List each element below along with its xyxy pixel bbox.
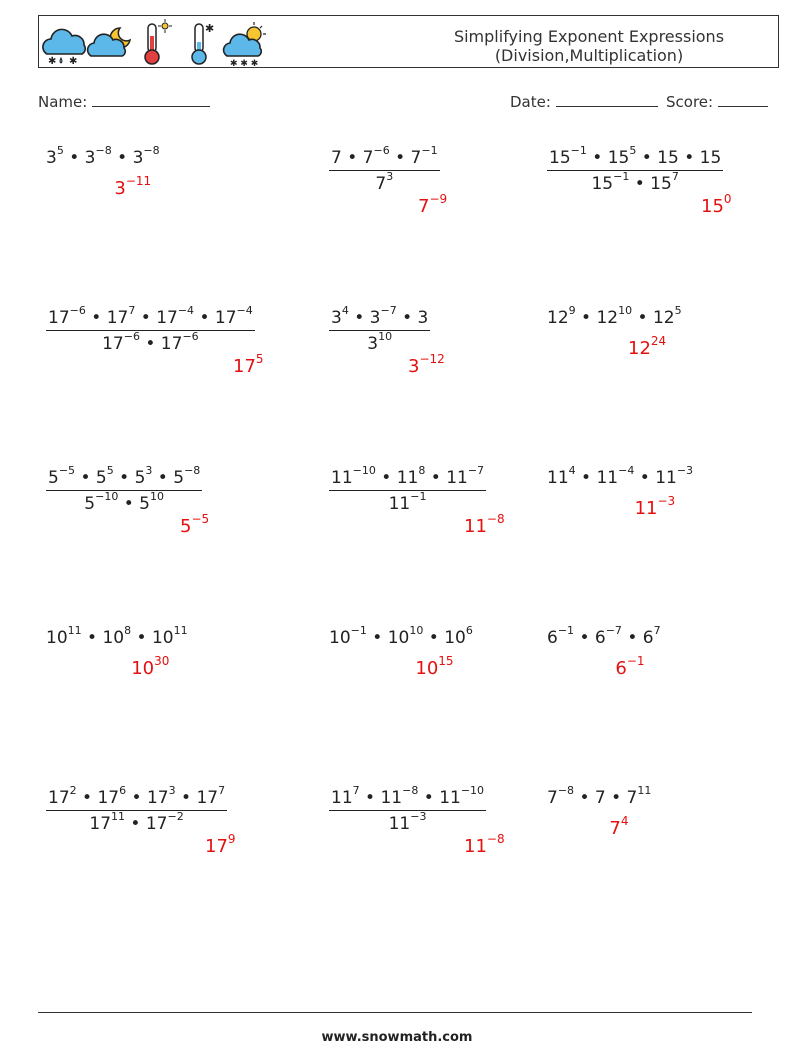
power-term: $11^{-4}$ [596, 464, 635, 488]
power-term: $6^{-1}$ [547, 624, 575, 648]
power-term: $17^{-2}$ [145, 810, 184, 834]
cold-thermometer-icon [192, 22, 214, 64]
power-term: $15^0$ [701, 192, 732, 217]
fraction [329, 464, 486, 514]
exponent: 7 [653, 624, 661, 638]
exponent: −10 [95, 490, 119, 504]
numerator: $15^{-1}$ • $15^5$ • 15 • 15 [549, 144, 722, 168]
exponent: 3 [145, 464, 153, 478]
power-term: $3^{-8}$ [132, 144, 160, 168]
power-term: $11^{-3}$ [655, 464, 694, 488]
problem-expression: $3^5$ • $3^{-8}$ • $3^{-8}$ [46, 144, 160, 168]
power-term: $5^{-10}$ [84, 490, 119, 514]
power-term: $11^{-8}$ [380, 784, 419, 808]
cloud-sun-snow-icon [224, 22, 266, 66]
svg-text:✱: ✱ [69, 56, 78, 66]
answer [415, 654, 454, 679]
problem-expression [329, 784, 486, 834]
power-term: $7^{-1}$ [410, 144, 438, 168]
exponent: −7 [467, 464, 485, 478]
power-term: $7^{11}$ [626, 784, 652, 808]
exponent: −1 [626, 654, 645, 668]
exponent: 3 [386, 170, 394, 184]
exponent: −6 [373, 144, 390, 158]
power-term: $12^{24}$ [628, 334, 667, 359]
date-blank[interactable] [556, 93, 658, 107]
fraction [46, 304, 255, 354]
problem-expression [547, 144, 723, 194]
exponent: 30 [154, 654, 170, 668]
exponent: −1 [350, 624, 367, 638]
problem-expression [46, 304, 255, 354]
exponent: 10 [150, 490, 164, 504]
exponent: −8 [486, 512, 505, 526]
exponent: 15 [438, 654, 454, 668]
exponent: −10 [352, 464, 376, 478]
answer [609, 814, 629, 839]
power-term: $17^{-6}$ [48, 304, 86, 328]
power-term: $11^4$ [547, 464, 576, 488]
answer [205, 832, 236, 857]
power-term: $5^{10}$ [139, 490, 164, 514]
exponent: 9 [227, 832, 236, 846]
problem-expression: $10^{11}$ • $10^8$ • $10^{11}$ [46, 624, 188, 648]
power-term: $7^3$ [375, 170, 394, 194]
problem-expression: $7^{-8}$ • 7 • $7^{11}$ [547, 784, 652, 808]
exponent: 6 [465, 624, 473, 638]
power-term: $5^{-5}$ [48, 464, 76, 488]
power-term: $12^9$ [547, 304, 576, 328]
power-term: $17^{-4}$ [156, 304, 195, 328]
power-term: $7^{-6}$ [362, 144, 390, 168]
problem-expression [329, 144, 440, 194]
answer [233, 352, 264, 377]
power-term: $3^{-8}$ [84, 144, 112, 168]
exponent: 11 [67, 624, 82, 638]
denominator [329, 330, 430, 354]
exponent: 7 [352, 784, 360, 798]
denominator [329, 810, 486, 834]
denominator [329, 490, 486, 514]
answer [114, 174, 152, 199]
answer [615, 654, 645, 679]
fraction [46, 784, 227, 834]
power-term: $10^{-1}$ [329, 624, 367, 648]
footer-divider [38, 1012, 752, 1013]
score-blank[interactable] [718, 93, 768, 107]
denominator [329, 170, 440, 194]
answer [131, 654, 170, 679]
problem-expression: $10^{-1}$ • $10^{10}$ • $10^6$ [329, 624, 473, 648]
power-term: $17^{11}$ [89, 810, 126, 834]
exponent: −7 [380, 304, 397, 318]
exponent: 7 [671, 170, 679, 184]
power-term: $15^7$ [650, 170, 679, 194]
exponent: −8 [143, 144, 160, 158]
power-term: $7^{-9}$ [418, 192, 448, 217]
power-term: $11^{-3}$ [388, 810, 427, 834]
answer [701, 192, 732, 217]
fraction [329, 784, 486, 834]
power-term: $10^6$ [444, 624, 473, 648]
answer [418, 192, 448, 217]
footer-site: www.snowmath.com [321, 1030, 473, 1045]
weather-icons [41, 18, 271, 66]
exponent: −2 [167, 810, 184, 824]
power-term: $5^{-5}$ [180, 512, 210, 537]
problem-expression [46, 464, 202, 514]
problem-expression [329, 304, 430, 354]
exponent: 11 [111, 810, 126, 824]
power-term: $7^4$ [609, 814, 629, 839]
exponent: 10 [378, 330, 393, 344]
date-label: Date: [510, 93, 551, 111]
numerator: $11^{-10}$ • $11^8$ • $11^{-7}$ [331, 464, 485, 488]
problem-expression: $6^{-1}$ • $6^{-7}$ • $6^7$ [547, 624, 661, 648]
worksheet-header [38, 15, 779, 68]
power-term: $12^5$ [652, 304, 682, 328]
exponent: −3 [657, 494, 676, 508]
exponent: 4 [620, 814, 629, 828]
exponent: 0 [723, 192, 732, 206]
name-blank[interactable] [92, 93, 210, 107]
power-term: $11^{-8}$ [464, 512, 505, 537]
answer [628, 334, 667, 359]
power-term: $15^5$ [607, 144, 637, 168]
exponent: −6 [123, 330, 140, 344]
numerator: $3^4$ • $3^{-7}$ • 3 [331, 304, 429, 328]
exponent: −7 [605, 624, 622, 638]
power-term: $11^7$ [331, 784, 360, 808]
denominator: $15^{-1}$ • $15^7$ [547, 170, 723, 194]
answer [464, 832, 505, 857]
exponent: −8 [184, 464, 201, 478]
name-field [38, 93, 210, 111]
worksheet-title [419, 27, 759, 65]
score-field [666, 93, 768, 111]
exponent: −6 [69, 304, 86, 318]
problem-expression: $11^4$ • $11^{-4}$ • $11^{-3}$ [547, 464, 694, 488]
numerator: $5^{-5}$ • $5^5$ • $5^3$ • $5^{-8}$ [48, 464, 201, 488]
power-term: $17^{-6}$ [160, 330, 199, 354]
power-term: $17^2$ [48, 784, 77, 808]
fraction [329, 304, 430, 354]
exponent: 10 [409, 624, 424, 638]
exponent: −12 [419, 352, 445, 366]
answer [180, 512, 210, 537]
power-term: $6^7$ [642, 624, 661, 648]
power-term: $3^{-7}$ [369, 304, 397, 328]
numerator: 7 • $7^{-6}$ • $7^{-1}$ [331, 144, 438, 168]
power-term: $17^5$ [233, 352, 264, 377]
power-term: $10^{15}$ [415, 654, 454, 679]
power-term: $7^{-8}$ [547, 784, 575, 808]
power-term: $5^{-8}$ [173, 464, 201, 488]
power-term: $17^9$ [205, 832, 236, 857]
exponent: −9 [429, 192, 448, 206]
power-term: $3^{-11}$ [114, 174, 152, 199]
problem-expression [46, 784, 227, 834]
power-term: $11^{-7}$ [446, 464, 485, 488]
numerator: $17^2$ • $17^6$ • $17^3$ • $17^7$ [48, 784, 226, 808]
fraction [547, 144, 723, 194]
power-term: $17^{-6}$ [102, 330, 140, 354]
power-term: $10^{10}$ [387, 624, 424, 648]
exponent: 5 [674, 304, 682, 318]
power-term: $10^{11}$ [151, 624, 188, 648]
exponent: −5 [191, 512, 210, 526]
exponent: 6 [119, 784, 127, 798]
exponent: −4 [236, 304, 253, 318]
title-line-2: (Division,Multiplication) [494, 46, 684, 65]
hot-thermometer-icon [145, 19, 172, 64]
power-term: $17^7$ [106, 304, 136, 328]
answer [634, 494, 676, 519]
power-term: $11^{-8}$ [464, 832, 505, 857]
numerator: $17^{-6}$ • $17^7$ • $17^{-4}$ • $17^{-4}$ [48, 304, 253, 328]
exponent: −1 [421, 144, 438, 158]
power-term: $11^{-10}$ [331, 464, 376, 488]
denominator: $17^{-6}$ • $17^{-6}$ [46, 330, 255, 354]
exponent: 5 [629, 144, 637, 158]
power-term: $17^{-4}$ [214, 304, 253, 328]
date-field [510, 93, 658, 111]
answer [408, 352, 445, 377]
power-term: $12^{10}$ [596, 304, 633, 328]
exponent: 7 [128, 304, 136, 318]
exponent: 3 [168, 784, 176, 798]
power-term: $11^{-3}$ [634, 494, 676, 519]
exponent: 10 [618, 304, 633, 318]
power-term: $10^8$ [102, 624, 132, 648]
exponent: 4 [341, 304, 349, 318]
exponent: −8 [95, 144, 112, 158]
exponent: −3 [676, 464, 694, 478]
answer [464, 512, 505, 537]
power-term: $17^7$ [196, 784, 226, 808]
exponent: −10 [460, 784, 485, 798]
exponent: 7 [218, 784, 226, 798]
exponent: −8 [557, 784, 575, 798]
power-term: $15^{-1}$ [549, 144, 587, 168]
power-term: $10^{11}$ [46, 624, 82, 648]
power-term: $6^{-7}$ [594, 624, 622, 648]
power-term: $10^{30}$ [131, 654, 170, 679]
denominator: $17^{11}$ • $17^{-2}$ [46, 810, 227, 834]
exponent: −8 [402, 784, 419, 798]
exponent: 8 [124, 624, 132, 638]
exponent: 9 [568, 304, 576, 318]
power-term: $5^3$ [134, 464, 153, 488]
exponent: −1 [410, 490, 427, 504]
exponent: −5 [58, 464, 76, 478]
fraction [329, 144, 440, 194]
exponent: −3 [410, 810, 427, 824]
exponent: −1 [613, 170, 630, 184]
numerator: $11^7$ • $11^{-8}$ • $11^{-10}$ [331, 784, 485, 808]
svg-text:✱: ✱ [205, 22, 215, 35]
exponent: 5 [255, 352, 264, 366]
denominator: $5^{-10}$ • $5^{10}$ [46, 490, 202, 514]
power-term: $11^8$ [396, 464, 426, 488]
exponent: 11 [637, 784, 652, 798]
fraction [46, 464, 202, 514]
exponent: 24 [650, 334, 667, 348]
power-term: $11^{-10}$ [439, 784, 485, 808]
exponent: −6 [182, 330, 199, 344]
exponent: 4 [568, 464, 576, 478]
exponent: 5 [56, 144, 64, 158]
exponent: 2 [69, 784, 77, 798]
score-label: Score: [666, 93, 714, 111]
exponent: −4 [618, 464, 635, 478]
power-term: $6^{-1}$ [615, 654, 645, 679]
exponent: −4 [177, 304, 195, 318]
power-term: $17^6$ [97, 784, 127, 808]
power-term: $5^5$ [95, 464, 114, 488]
exponent: 5 [106, 464, 114, 478]
exponent: −8 [486, 832, 505, 846]
power-term: $15^{-1}$ [591, 170, 630, 194]
power-term: $3^4$ [331, 304, 349, 328]
power-term: $11^{-1}$ [388, 490, 427, 514]
title-line-1: Simplifying Exponent Expressions [453, 27, 725, 46]
power-term: $17^3$ [146, 784, 176, 808]
exponent: −1 [557, 624, 575, 638]
exponent: −1 [570, 144, 587, 158]
cloud-moon-icon [88, 28, 130, 56]
exponent: −11 [125, 174, 152, 188]
power-term: $3^5$ [46, 144, 64, 168]
power-term: $3^{10}$ [367, 330, 393, 354]
exponent: 11 [173, 624, 188, 638]
power-term: $3^{-12}$ [408, 352, 445, 377]
cloud-snow-icon [43, 29, 85, 66]
problem-expression [329, 464, 486, 514]
problem-expression: $12^9$ • $12^{10}$ • $12^5$ [547, 304, 682, 328]
svg-text:✱ ✱ ✱: ✱ ✱ ✱ [230, 59, 259, 66]
name-label: Name: [38, 93, 88, 111]
exponent: 8 [418, 464, 426, 478]
svg-text:✱: ✱ [48, 56, 57, 66]
